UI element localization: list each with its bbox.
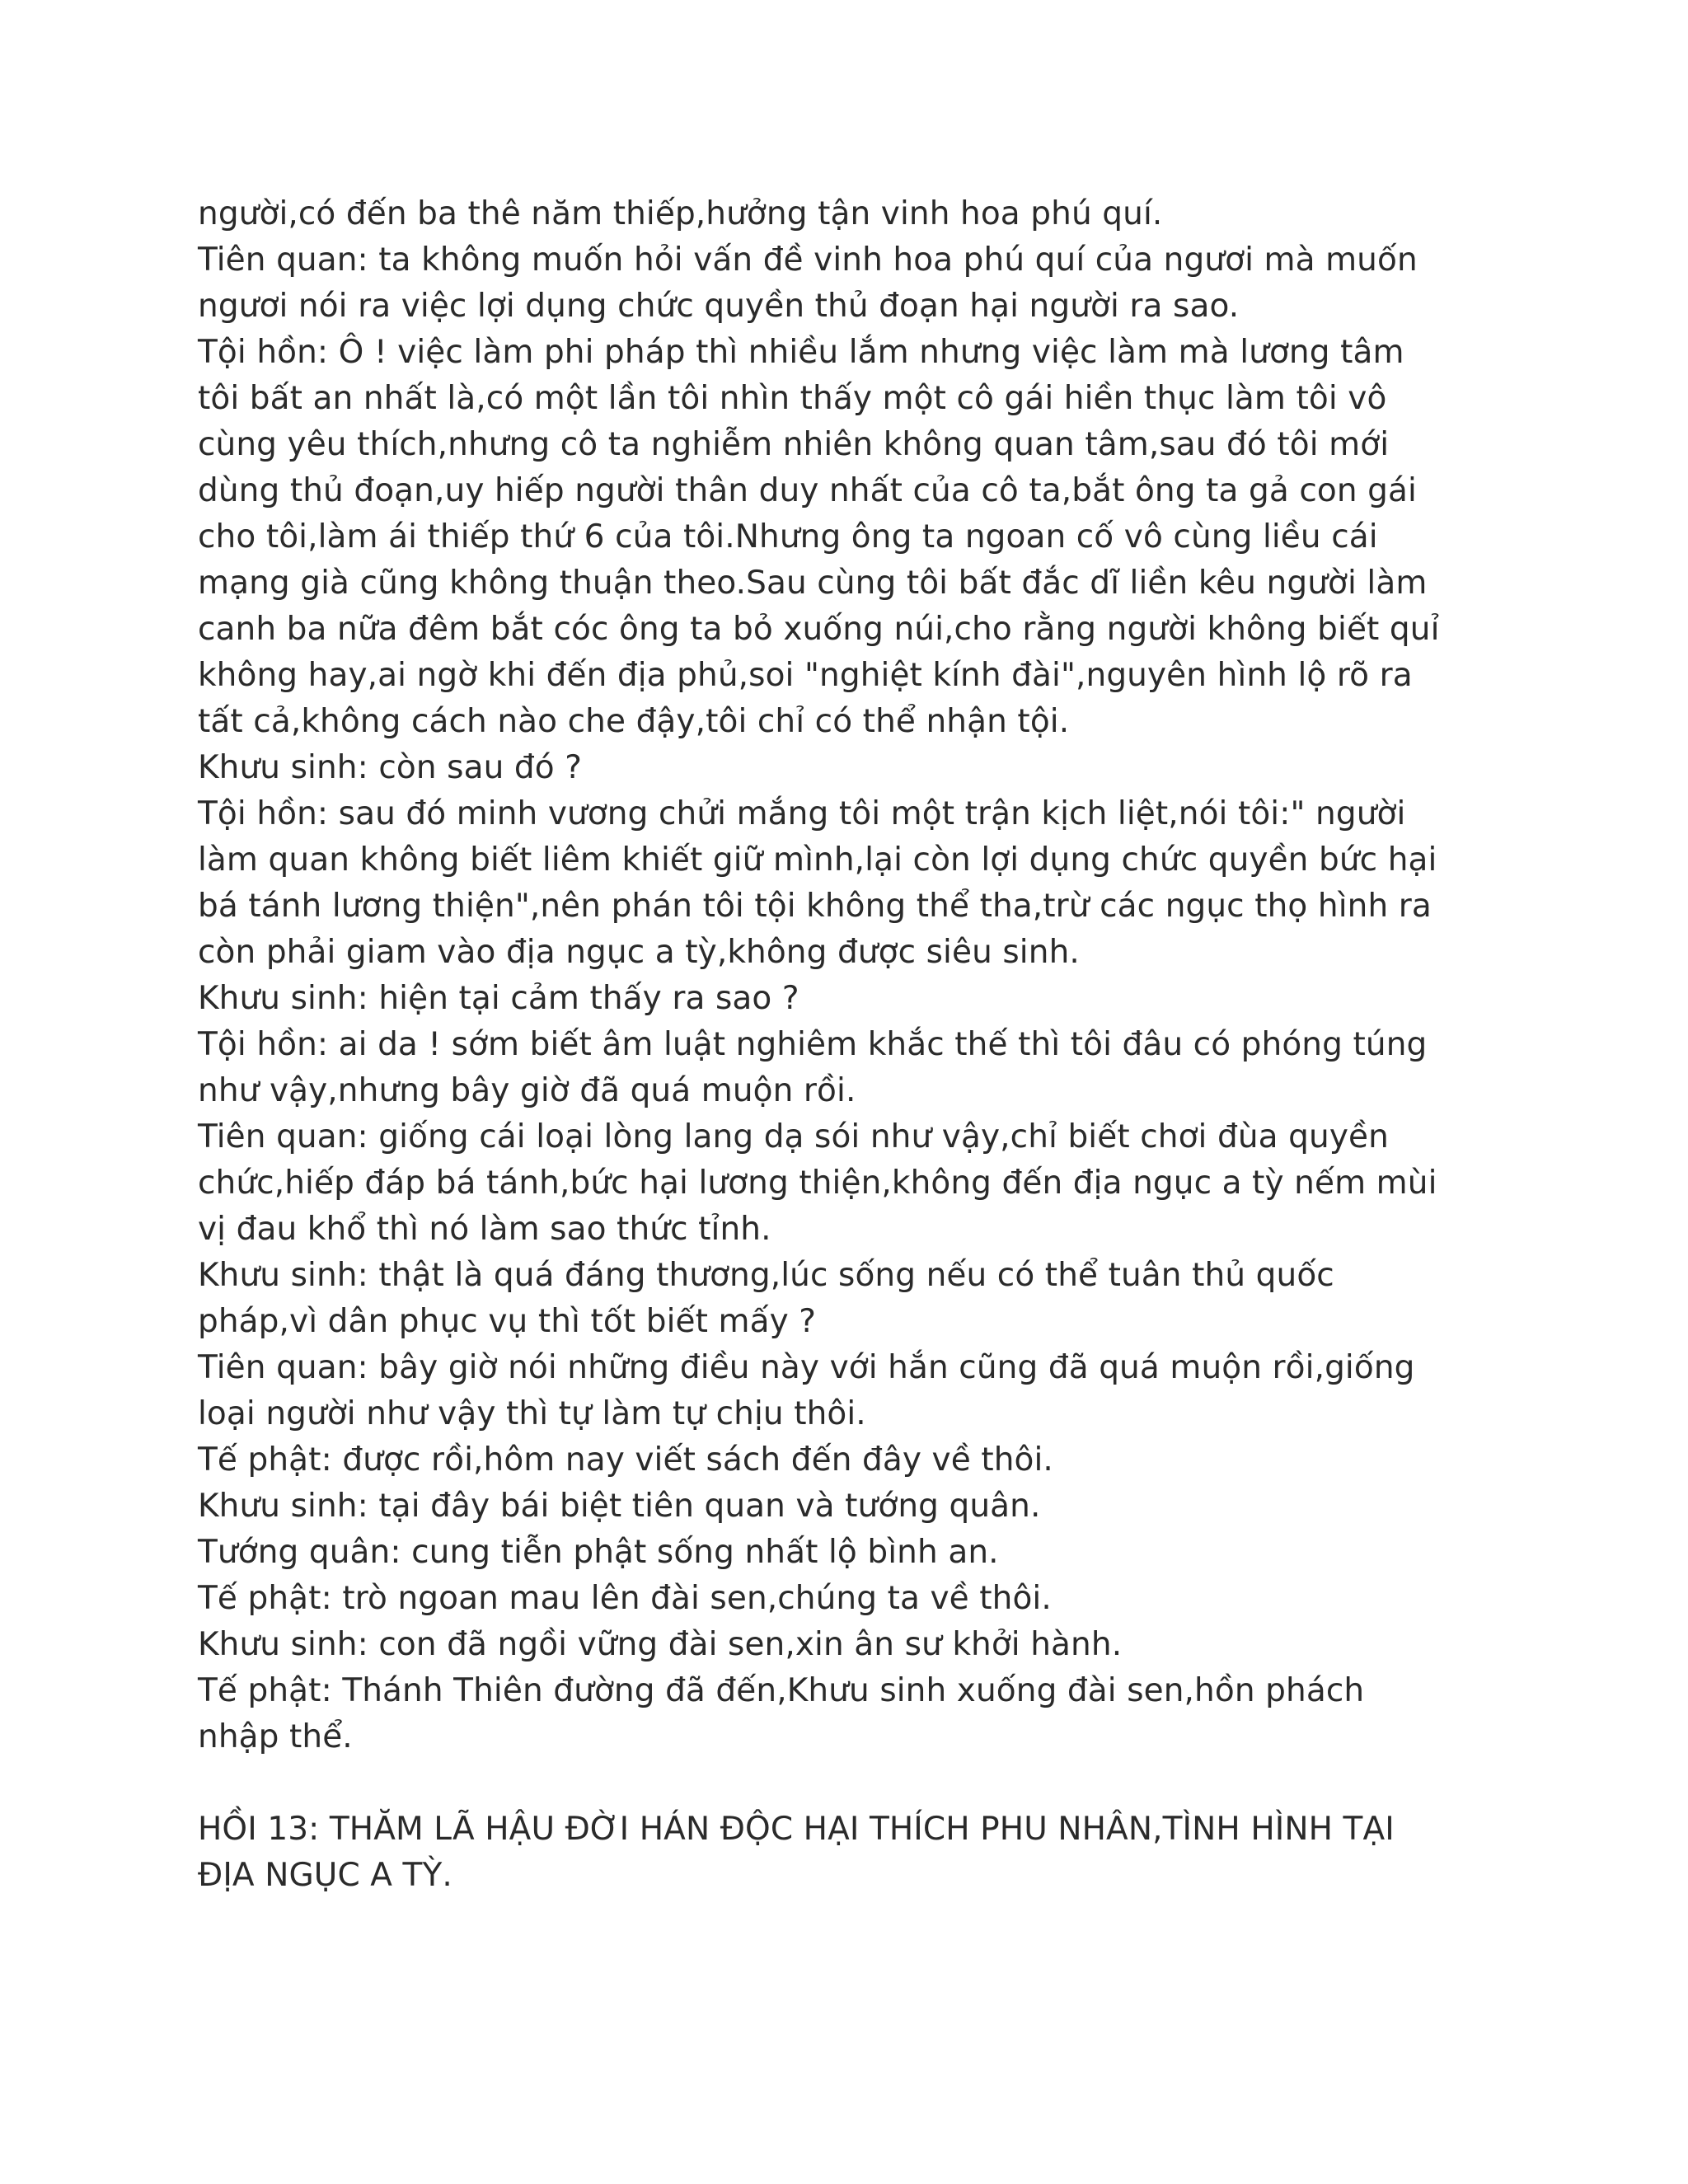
- blank-line: [198, 1760, 1508, 1807]
- paragraph-5: Tội hồn: sau đó minh vương chửi mắng tôi một trận kịch liệt,nói tôi:" người làm quan không biết liêm khiết giữ mình,lại còn lợi dụng chức quyền bức hại bá tánh lương thiện",nên phán tôi tội không thể tha,trừ các ngục thọ hình ra còn phải giam vào địa ngục a tỳ,không được siêu sinh.: [198, 795, 1437, 971]
- document-page: [198, 191, 1508, 1899]
- paragraph-14: Tế phật: trò ngoan mau lên đài sen,chúng ta về thôi.: [198, 1580, 1052, 1617]
- paragraph-10: Tiên quan: bây giờ nói những điều này với hắn cũng đã quá muộn rồi,giống loại người như vậy thì tự làm tự chịu thôi.: [198, 1349, 1415, 1432]
- chapter-heading: HỒI 13: THĂM LÃ HẬU ĐỜI HÁN ĐỘC HẠI THÍCH PHU NHÂN,TÌNH HÌNH TẠI ĐỊA NGỤC A TỲ.: [198, 1811, 1395, 1894]
- paragraph-13: Tướng quân: cung tiễn phật sống nhất lộ bình an.: [198, 1534, 999, 1571]
- paragraph-7: Tội hồn: ai da ! sớm biết âm luật nghiêm khắc thế thì tôi đâu có phóng túng như vậy,nhưng bây giờ đã quá muộn rồi.: [198, 1026, 1428, 1109]
- paragraph-15: Khưu sinh: con đã ngồi vững đài sen,xin ân sư khởi hành.: [198, 1626, 1123, 1663]
- paragraph-9: Khưu sinh: thật là quá đáng thương,lúc sống nếu có thể tuân thủ quốc pháp,vì dân phục vụ thì tốt biết mấy ?: [198, 1257, 1334, 1340]
- paragraph-6: Khưu sinh: hiện tại cảm thấy ra sao ?: [198, 980, 799, 1017]
- paragraph-12: Khưu sinh: tại đây bái biệt tiên quan và tướng quân.: [198, 1488, 1041, 1525]
- paragraph-2: Tiên quan: ta không muốn hỏi vấn đề vinh hoa phú quí của ngươi mà muốn ngươi nói ra việc lợi dụng chức quyền thủ đoạn hại người ra sao.: [198, 241, 1418, 325]
- paragraph-1: người,có đến ba thê năm thiếp,hưởng tận vinh hoa phú quí.: [198, 195, 1163, 232]
- paragraph-16: Tế phật: Thánh Thiên đường đã đến,Khưu sinh xuống đài sen,hồn phách nhập thể.: [198, 1672, 1365, 1755]
- paragraph-3: Tội hồn: Ô ! việc làm phi pháp thì nhiều lắm nhưng việc làm mà lương tâm tôi bất an nhất là,có một lần tôi nhìn thấy một cô gái hiền thục làm tôi vô cùng yêu thích,nhưng cô ta nghiễm nhiên không quan tâm,sau đó tôi mới dùng thủ đoạn,uy hiếp người thân duy nhất của cô ta,bắt ông ta gả con gái cho tôi,làm ái thiếp thứ 6 của tôi.Nhưng ông ta ngoan cố vô cùng liều cái mạng già cũng không thuận theo.Sau cùng tôi bất đắc dĩ liền kêu người làm canh ba nữa đêm bắt cóc ông ta bỏ xuống núi,cho rằng người không biết quỉ không hay,ai ngờ khi đến địa phủ,soi "nghiệt kính đài",nguyên hình lộ rõ ra tất cả,không cách nào che đậy,tôi chỉ có thể nhận tội.: [198, 334, 1440, 740]
- paragraph-8: Tiên quan: giống cái loại lòng lang dạ sói như vậy,chỉ biết chơi đùa quyền chức,hiếp đáp bá tánh,bức hại lương thiện,không đến địa ngục a tỳ nếm mùi vị đau khổ thì nó làm sao thức tỉnh.: [198, 1118, 1437, 1248]
- paragraph-11: Tế phật: được rồi,hôm nay viết sách đến đây về thôi.: [198, 1441, 1053, 1479]
- paragraph-4: Khưu sinh: còn sau đó ?: [198, 749, 583, 786]
